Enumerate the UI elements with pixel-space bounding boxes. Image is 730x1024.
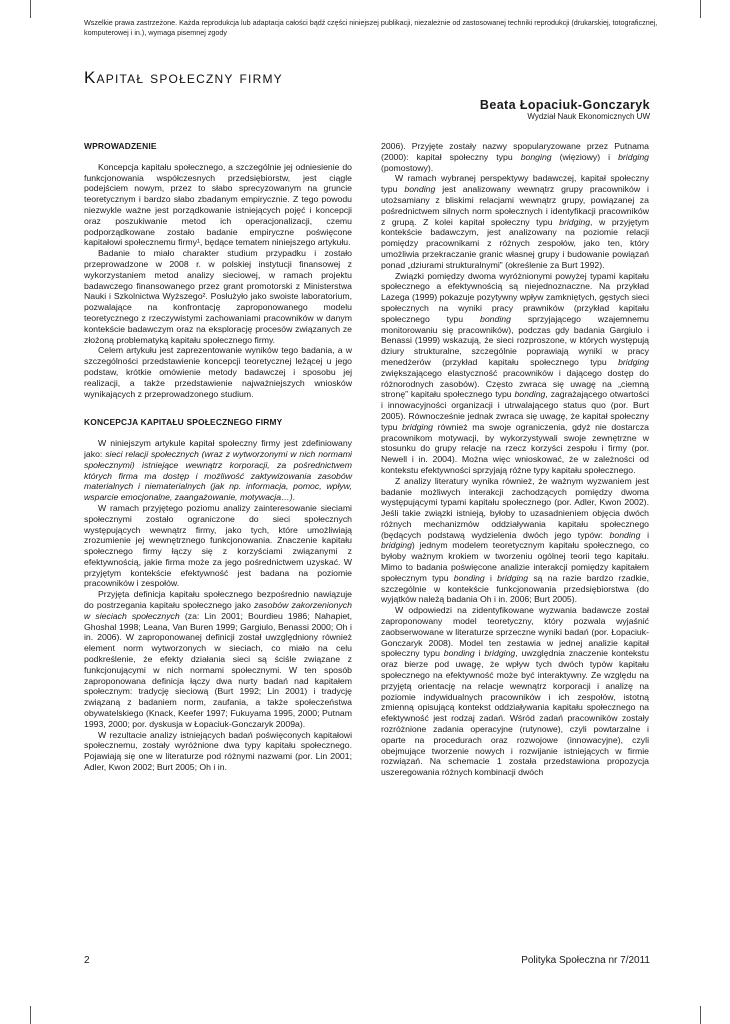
paragraph (381, 173, 649, 270)
italic-span: bonding (443, 648, 475, 659)
text-span: W niniejszym artykule kapitał społeczny firmy jest zdefiniowany jako: (84, 438, 352, 459)
paragraph (381, 605, 649, 778)
text-span: zwiększającego elastyczność pracowników i dającego dostęp do różnorodnych zasobów). Często zwraca się uwagę na „ciemną stronę” kapitału społecznego typu (381, 367, 649, 400)
italic-span: bonging (520, 151, 552, 162)
page-number: 2 (84, 955, 90, 966)
text-span: W ramach wybranej perspektywy badawczej, kapitał społeczny typu (381, 173, 649, 195)
text-span: , w przyjętym kontekście badawczym, jest analizowany na poziomie relacji pomiędzy pracownikami z różnych zespołów, jako ten, który umożliwia przekraczanie granic własnej grupy i budowanie powiązań ponad „dziurami strukturalnymi” (określenie za Burt 1992). (381, 216, 649, 270)
paragraph: Badanie to miało charakter studium przypadku i zostało przeprowadzone w 2008 r. w polskiej instytucji finansowej z wykorzystaniem metod analizy sieciowej, w ramach projektu badawczego finansowanego przez grant promotorski z Ministerstwa Nauki i Szkolnictwa Wyższego². Posłużyło jako swoiste laboratorium, pozwalające na konfrontację zaproponowanego modelu teoretycznego z rzeczywistymi zachowaniami pracowników w danym kontekście badawczym oraz na eksplorację procesów związanych ze złożoną problematyką kapitału społecznego firmy. (84, 248, 352, 345)
crop-mark-top-right (700, 0, 701, 18)
text-span: (więziowy) i (551, 151, 619, 162)
crop-mark-bottom-right (700, 1006, 701, 1024)
text-span: . (292, 492, 296, 503)
journal-name: Polityka Społeczna nr 7/2011 (521, 955, 650, 966)
section-heading-concept: KONCEPCJA KAPITAŁU SPOŁECZNEGO FIRMY (84, 417, 283, 428)
text-span: sprzyjającego wzajemnemu monitorowaniu się pracowników), podczas gdy badania Gargiulo i Benassi (1999) wskazują, że sieci rozproszone, w których występują dziury strukturalne, szczególnie poprawiają wyniki w pracy menedżerów (przykład kapitału społecznego typu (381, 313, 650, 367)
text-span: 2006). Przyjęte zostały nazwy spopularyzowane przez Putnama (2000): kapitał społeczny typu (381, 141, 649, 162)
text-span: , zagrażającego otwartości i innowacyjności organizacji i utrwalającego status quo (por. Burt 2005). Równocześnie jednak zwraca się uwagę, że kapitał społeczny typu (381, 389, 650, 432)
italic-span: bridging (402, 421, 433, 432)
paragraph (381, 141, 649, 173)
paragraph-definition (84, 438, 352, 503)
italic-span: bonding (480, 313, 511, 324)
italic-span: bonding (514, 389, 546, 400)
crop-mark-bottom-left (30, 1006, 31, 1024)
left-column (84, 141, 352, 773)
crop-mark-top-left (30, 0, 31, 18)
text-span: Związki pomiędzy dwoma wyróżnionymi powyżej typami kapitału społecznego a efektywnością są niejednoznaczne. Na przykład Lazega (1999) pokazuje pozytywny wpływ zamkniętych, gęstych sieci społecznych na wyniki pracy prawników (przykład kapitału społecznego typu (381, 270, 649, 324)
italic-span: bonding (453, 572, 485, 583)
text-span: (za: Lin 2001; Bourdieu 1986; Nahapiet, Ghoshal 1998; Leana, Van Buren 1999; Gargiulo, Benassi 2000; Oh i in. 2006). W zaproponowanej definicji został uwzględniony również element norm wytworzonych w sieciach, co miało na celu podkreślenie, że efekty działania sieci są ściśle związane z funkcjonującymi w nich normami społecznymi. W ten sposób zaproponowana definicja łączy dwa nurty badań nad kapitałem społecznym: tradycję sieciową (Burt 1992; Lin 2001) i tradycję związaną z badaniem norm, zaufania, a także społeczeństwa obywatelskiego (Knack, Keefer 1997; Fukuyama 1995, 2000; Putnam 1993, 2000; por. dyskusja w Łopaciuk-Gonczaryk 2009a). (84, 610, 352, 729)
paragraph (381, 476, 649, 606)
text-span: ) jednym modelem teoretycznym kapitału społecznego, co byłoby ważnym krokiem w tworzeniu ogólnej teorii tego kapitału. Mimo to badania poświęcone analizie interakcji pomiędzy kapitałem społecznym typu (381, 540, 649, 583)
copyright-notice: Wszelkie prawa zastrzeżone. Każda reprodukcja lub adaptacja całości bądź części niniejszej publikacji, niezależnie od zastosowanej techniki reprodukcji (drukarskiej, totograficznej, komputerowej i in.), wymaga pisemnej zgody (84, 18, 658, 37)
text-span: i (640, 529, 649, 540)
paragraph: W rezultacie analizy istniejących badań poświęconych kapitałowi społecznemu, zostały wyróżnione dwa typy kapitału społecznego. Pojawiają się one w literaturze pod różnymi nazwami (por. Lin 2001; Adler, Kwon 2002; Burt 2005; Oh i in. (84, 729, 352, 773)
italic-span: bonding (609, 529, 641, 540)
italic-span: bridging (381, 540, 412, 551)
text-span: (pomostowy). (381, 162, 434, 173)
author-affiliation: Wydział Nauk Ekonomicznych UW (527, 112, 650, 121)
italic-span: bridging (484, 648, 516, 659)
text-span: Z analizy literatury wynika również, że ważnym wyzwaniem jest badanie możliwych interakcji zachodzących pomiędzy dwoma występującymi typami kapitału społecznego (por. Adler, Kwon 2002). Jeśli takie związki istnieją, byłoby to uzasadnieniem objęcia dwóch różnych mechanizmów oddziaływania kapitału społecznego (będących podstawą wydzielenia dwóch jego typów: (381, 475, 649, 540)
text-span: i (474, 648, 485, 659)
definition-italic: sieci relacji społecznych (wraz z wytworzonymi w nich normami społecznymi) istniejące wewnątrz korporacji, za pośrednictwem których firma ma dostęp i możliwość zaktywizowania zasobów materialnych i niematerialnych (jak np. informacja, pomoc, wpływ, wsparcie emocjonalne, zaangażowanie, motywacja…) (84, 448, 352, 503)
text-span: , uwzględnia znaczenie kontekstu oraz bierze pod uwagę, że wpływ tych dwóch typów kapitału społecznego na efektywność może być interaktywny. Ze względu na przyjętą orientację na relacje wewnątrz korporacji i analizę na poziomie indywidualnych pracowników i ich zespołów, istotną zmienną opisującą kontekst oddziaływania kapitału społecznego na efektywność jest rodzaj zadań. Wśród zadań pracowników zostały rozróżnione zadania operacyjne (rutynowe), czyli powtarzalne i oparte na procedurach oraz rozwojowe (innowacyjne), czyli obejmujące tworzenie nowych i rozwijanie istniejących w firmie rozwiązań. Na schemacie 1 została przedstawiona propozycja uszeregowania różnych kombinacji dwóch (381, 648, 649, 778)
paragraph (84, 589, 352, 729)
paragraph: W ramach przyjętego poziomu analizy zainteresowanie sieciami społecznymi zostało ograniczone do sieci społecznych występujących wewnątrz firmy, jako tych, które umożliwiają zrozumienie jej wewnętrznego funkcjonowania. Znaczenie kapitału społecznego firmy łączy się z korzyściami związanymi z efektywnością, jakie firma może za jego pośrednictwem uzyskać. W przyjętym kontekście efektywność jest badana na poziomie pracowników i zespołów. (84, 502, 352, 589)
section-heading-introduction: WPROWADZENIE (84, 141, 157, 151)
italic-span: bridging (618, 151, 649, 162)
text-span: Przyjęta definicja kapitału społecznego bezpośrednio nawiązuje do postrzegania kapitału społecznego jako (84, 589, 352, 611)
text-span: W odpowiedzi na zidentyfikowane wyzwania badawcze został zaproponowany model teoretyczny, który pozwala wyjaśnić zaobserwowane w literaturze sprzeczne wyniki badań (por. Łopaciuk-Gonczaryk 2008). Model ten zestawia w jednej analizie kapitał społeczny typu (381, 605, 649, 659)
paragraph: Koncepcja kapitału społecznego, a szczególnie jej odniesienie do funkcjonowania współczesnych przedsiębiorstw, jest ciągle podejściem nowym, przez to słabo sprecyzowanym na gruncie teoretycznym i bardzo słabo zbadanym empirycznie. Z tego powodu niezwykle ważne jest porządkowanie istniejących pojęć i koncepcji oraz poszukiwanie metod ich operacjonalizacji, czemu podporządkowane zostało badanie empiryczne poświęcone kapitałowi społecznemu firmy¹, będące tematem niniejszego artykułu. (84, 161, 352, 248)
right-column (381, 141, 649, 778)
paragraph (381, 271, 649, 476)
paragraph: Celem artykułu jest zaprezentowanie wyników tego badania, a w szczególności przedstawienie koncepcji teoretycznej leżącej u jego podstaw, krótkie omówienie metody badawczej i sposobu jej realizacji, a także przedstawienie najważniejszych wniosków wynikających z przeprowadzonego studium. (84, 345, 352, 399)
italic-span: bridging (618, 356, 649, 367)
article-title: Kapitał społeczny firmy (84, 68, 283, 87)
text-span: są na razie bardzo rzadkie, szczególnie w kontekście funkcjonowania przedsiębiorstwa (do wyjątków należą badania Oh i in. 2006; Burt 2005). (381, 572, 649, 605)
text-span: i (484, 572, 498, 583)
italic-span: zasobów zakorzenionych w sieciach społecznych (84, 600, 352, 621)
text-span: jest analizowany wewnątrz grupy pracowników i utożsamiany z bliskimi relacjami wewnątrz grupy, powiązanej za pośrednictwem silnych norm społecznych i identyfikacji pracowników z grupą. Z kolei kapitał społeczny typu (381, 184, 649, 227)
author-name: Beata Łopaciuk-Gonczaryk (479, 98, 650, 112)
text-span: również ma swoje ograniczenia, gdyż nie dostarcza pracownikom motywacji, by wykorzystywali swoje zewnętrzne w stosunku do grupy relacje na rzecz korzyści zespołu i firmy (por. Newell i in. 2004). Można więc wnioskować, że w zależności od kontekstu efektywności sprzyjają różne typy kapitału społecznego. (381, 421, 649, 475)
italic-span: bonding (404, 184, 436, 195)
italic-span: bridging (497, 572, 529, 583)
italic-span: bridging (559, 216, 591, 227)
